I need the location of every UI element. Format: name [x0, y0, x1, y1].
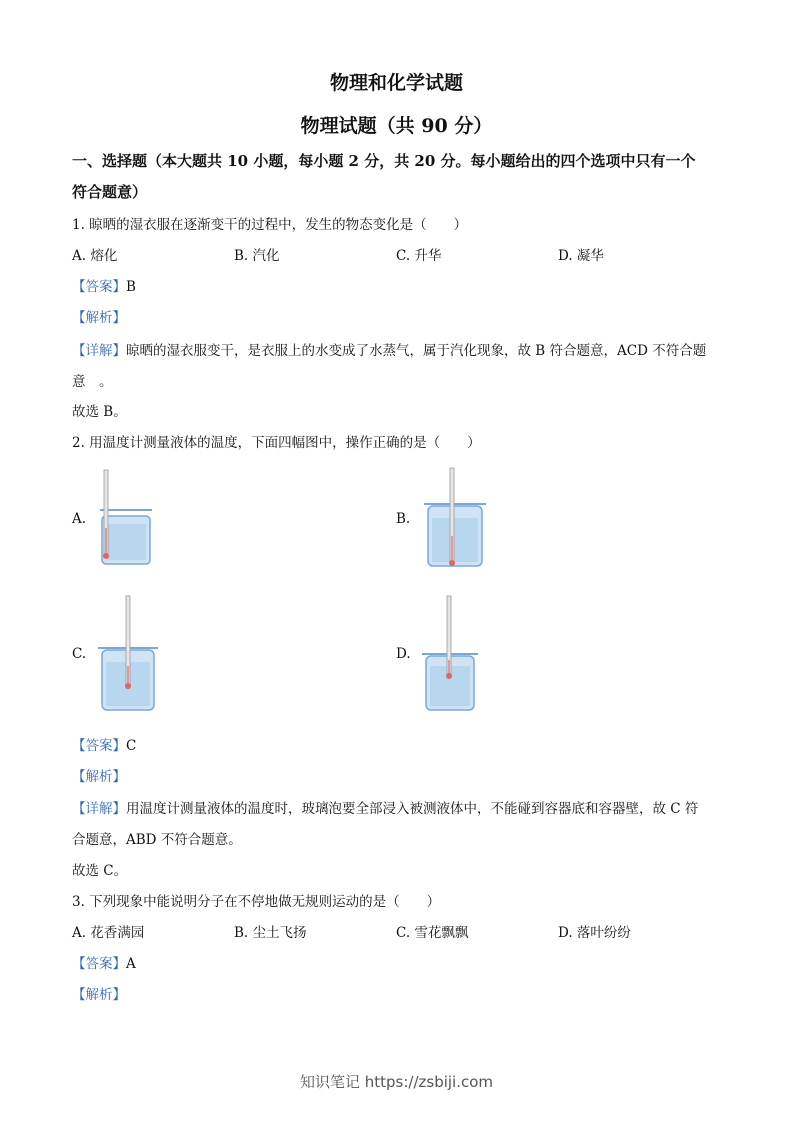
page-title: 物理和化学试题	[329, 72, 463, 94]
analysis-tag: 【解析】	[72, 987, 126, 1003]
q2-option-c-label: C.	[72, 646, 87, 662]
q2-detail-line1	[72, 797, 698, 817]
q1-detail-text: 晾晒的湿衣服变干，是衣服上的水变成了水蒸气，属于汽化现象，故 B 符合题意，ACD 不符合题	[126, 343, 707, 359]
beaker-thermometer-b-figure	[420, 466, 490, 570]
q2-option-b-label: B.	[396, 511, 411, 527]
q3-option-a: A. 花香满园	[72, 925, 145, 941]
q1-conclusion: 故选 B。	[72, 404, 127, 420]
q3-option-d: D. 落叶纷纷	[558, 925, 631, 941]
q1-option-c: C. 升华	[396, 248, 442, 264]
q2-option-a-label: A.	[72, 511, 87, 527]
q1-option-a: A. 熔化	[72, 248, 118, 264]
q1-answer	[72, 275, 136, 295]
answer-tag: 【答案】	[72, 738, 126, 754]
beaker-thermometer-d-figure	[420, 594, 480, 714]
beaker-thermometer-c-figure	[96, 594, 160, 714]
beaker-thermometer-a-figure	[98, 468, 158, 568]
answer-tag: 【答案】	[72, 956, 126, 972]
section-heading-line2: 符合题意）	[72, 183, 148, 201]
q2-conclusion: 故选 C。	[72, 863, 128, 879]
q3-answer	[72, 952, 136, 972]
q2-answer-value: C	[126, 738, 137, 754]
analysis-tag: 【解析】	[72, 310, 126, 326]
q1-stem: 1. 晾晒的湿衣服在逐渐变干的过程中，发生的物态变化是（ ）	[72, 217, 468, 233]
q2-detail-line2: 合题意，ABD 不符合题意。	[72, 832, 242, 848]
q3-option-b: B. 尘土飞扬	[234, 925, 307, 941]
q2-answer	[72, 734, 136, 754]
q2-option-d-label: D.	[396, 646, 411, 662]
q3-analysis	[72, 983, 126, 1003]
detail-tag: 【详解】	[72, 801, 126, 817]
answer-tag: 【答案】	[72, 279, 126, 295]
q2-stem: 2. 用温度计测量液体的温度，下面四幅图中，操作正确的是（ ）	[72, 435, 481, 451]
q1-analysis	[72, 306, 126, 326]
q1-detail-line2: 意 。	[72, 374, 113, 390]
section-heading-line1: 一、选择题（本大题共 10 小题，每小题 2 分，共 20 分。每小题给出的四个选项中只有一个	[72, 152, 696, 170]
q3-option-c: C. 雪花飘飘	[396, 925, 469, 941]
q2-detail-text: 用温度计测量液体的温度时，玻璃泡要全部浸入被测液体中，不能碰到容器底和容器壁，故 C 符	[126, 801, 699, 817]
q1-answer-value: B	[126, 279, 136, 295]
analysis-tag: 【解析】	[72, 769, 126, 785]
footer-watermark: 知识笔记 https://zsbiji.com	[299, 1073, 494, 1091]
detail-tag: 【详解】	[72, 343, 126, 359]
q1-option-d: D. 凝华	[558, 248, 604, 264]
q3-stem: 3. 下列现象中能说明分子在不停地做无规则运动的是（ ）	[72, 894, 441, 910]
page-subtitle: 物理试题（共 90 分）	[300, 115, 493, 137]
q2-analysis	[72, 765, 126, 785]
q1-detail-line1	[72, 339, 706, 359]
q3-answer-value: A	[126, 956, 136, 972]
q1-option-b: B. 汽化	[234, 248, 280, 264]
